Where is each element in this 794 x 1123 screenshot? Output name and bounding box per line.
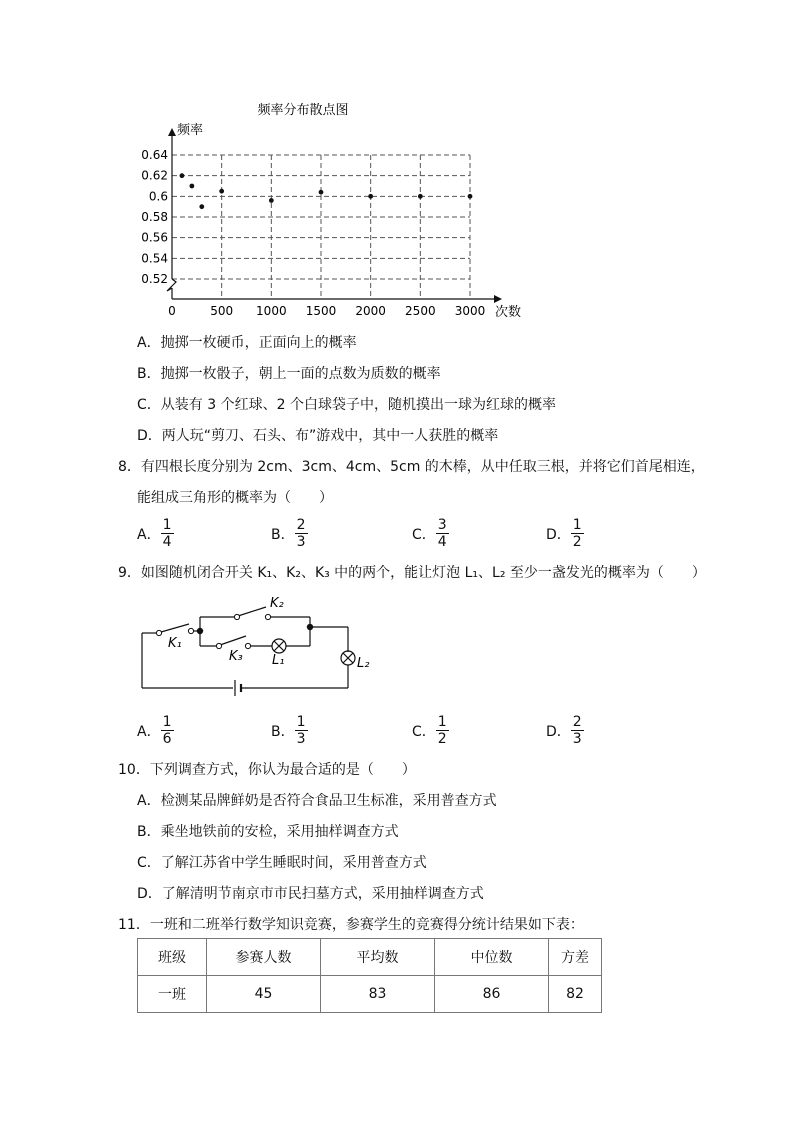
score-stats-table bbox=[137, 938, 602, 1013]
header-cell: 平均数 bbox=[321, 939, 435, 976]
chart-title: 频率分布散点图 bbox=[257, 103, 349, 118]
q9-stem: 9．如图随机闭合开关 K₁、K₂、K₃ 中的两个，能让灯泡 L₁、L₂ 至少一盏发光的概率为（ ） bbox=[118, 565, 706, 581]
fraction bbox=[295, 517, 308, 550]
q9-option-a bbox=[137, 714, 174, 747]
y-axis-label: 频率 bbox=[177, 123, 204, 138]
option-label: D． bbox=[546, 723, 571, 740]
q10-stem: 10．下列调查方式，你认为最合适的是（ ） bbox=[118, 762, 416, 778]
numerator: 3 bbox=[437, 517, 447, 533]
y-tick-label: 0.54 bbox=[141, 251, 168, 266]
fraction bbox=[436, 714, 449, 747]
data-point bbox=[418, 194, 423, 199]
q10-option-b: B．乘坐地铁前的安检，采用抽样调查方式 bbox=[137, 824, 399, 840]
y-tick-label: 0.58 bbox=[141, 210, 168, 224]
option-label: A． bbox=[137, 723, 161, 740]
numerator: 1 bbox=[296, 714, 306, 730]
frequency-scatter-chart bbox=[0, 0, 794, 330]
data-point bbox=[368, 194, 373, 199]
header-cell: 参赛人数 bbox=[207, 939, 321, 976]
x-axis-arrow bbox=[494, 295, 502, 303]
fraction bbox=[571, 517, 584, 550]
y-tick-label: 0.6 bbox=[148, 189, 168, 204]
q8-option-d bbox=[546, 517, 584, 550]
option-label: D． bbox=[546, 526, 571, 543]
denominator: 3 bbox=[296, 731, 306, 747]
data-point bbox=[269, 198, 274, 203]
option-label: A． bbox=[137, 526, 161, 543]
q11-stem: 11．一班和二班举行数学知识竞赛，参赛学生的竞赛得分统计结果如下表： bbox=[118, 917, 584, 933]
option-label: C． bbox=[412, 526, 436, 543]
table-cell: 45 bbox=[207, 976, 321, 1013]
denominator: 3 bbox=[296, 534, 306, 550]
data-point bbox=[199, 204, 204, 209]
x-axis-label: 次数 bbox=[495, 305, 522, 320]
table-cell: 82 bbox=[549, 976, 602, 1013]
y-axis-arrow bbox=[168, 128, 176, 136]
k1-label: K₁ bbox=[168, 636, 182, 651]
q7-option-b: B．抛掷一枚骰子，朝上一面的点数为质数的概率 bbox=[137, 366, 441, 382]
table-cell: 83 bbox=[321, 976, 435, 1013]
numerator: 2 bbox=[296, 517, 306, 533]
denominator: 4 bbox=[437, 534, 447, 550]
y-tick-label: 0.56 bbox=[141, 230, 168, 245]
numerator: 1 bbox=[437, 714, 447, 730]
option-label: C． bbox=[412, 723, 436, 740]
option-label: B． bbox=[271, 526, 295, 543]
denominator: 3 bbox=[572, 731, 582, 747]
data-point bbox=[189, 184, 194, 189]
q8-stem-line1: 8．有四根长度分别为 2cm、3cm、4cm、5cm 的木棒，从中任取三根，并将它们首尾相连， bbox=[118, 459, 705, 475]
x-tick-label: 3000 bbox=[454, 304, 486, 318]
table-header-row bbox=[138, 939, 602, 976]
fraction bbox=[436, 517, 449, 550]
x-tick-label: 2500 bbox=[405, 304, 436, 318]
numerator: 2 bbox=[572, 714, 582, 730]
k3-label: K₃ bbox=[229, 649, 243, 664]
data-point bbox=[319, 190, 324, 195]
x-tick-label: 2000 bbox=[355, 304, 386, 318]
fraction bbox=[161, 517, 174, 550]
q9-option-c bbox=[412, 714, 449, 747]
denominator: 2 bbox=[572, 534, 582, 550]
fraction bbox=[295, 714, 308, 747]
denominator: 6 bbox=[162, 731, 172, 747]
q10-option-c: C．了解江苏省中学生睡眠时间，采用普查方式 bbox=[137, 855, 427, 871]
q10-option-d: D．了解清明节南京市市民扫墓方式，采用抽样调查方式 bbox=[137, 886, 484, 902]
q9-option-b bbox=[271, 714, 308, 747]
q8-stem-line2: 能组成三角形的概率为（ ） bbox=[137, 490, 333, 506]
data-point bbox=[468, 194, 473, 199]
q7-option-d: D．两人玩“剪刀、石头、布”游戏中，其中一人获胜的概率 bbox=[137, 428, 499, 444]
table-cell: 一班 bbox=[138, 976, 207, 1013]
table-row bbox=[138, 976, 602, 1013]
x-tick-label: 0 bbox=[168, 304, 176, 318]
header-cell: 中位数 bbox=[435, 939, 549, 976]
q9-option-d bbox=[546, 714, 584, 747]
q7-option-a: A．抛掷一枚硬币，正面向上的概率 bbox=[137, 335, 357, 351]
data-point bbox=[180, 173, 185, 178]
y-tick-label: 0.52 bbox=[141, 272, 168, 286]
q8-option-b bbox=[271, 517, 308, 550]
header-cell: 班级 bbox=[138, 939, 207, 976]
q8-option-a bbox=[137, 517, 174, 550]
x-tick-label: 1500 bbox=[305, 304, 337, 318]
denominator: 2 bbox=[437, 731, 447, 747]
l2-label: L₂ bbox=[357, 656, 370, 671]
x-tick-label: 500 bbox=[210, 304, 234, 318]
x-tick-label: 1000 bbox=[256, 304, 287, 318]
k2-label: K₂ bbox=[270, 596, 284, 611]
q8-option-c bbox=[412, 517, 449, 550]
l1-label: L₁ bbox=[272, 653, 285, 668]
numerator: 1 bbox=[162, 517, 172, 533]
data-point bbox=[219, 189, 224, 194]
fraction bbox=[571, 714, 584, 747]
y-tick-label: 0.62 bbox=[141, 168, 168, 183]
q7-option-c: C．从装有 3 个红球、2 个白球袋子中，随机摸出一球为红球的概率 bbox=[137, 397, 556, 413]
numerator: 1 bbox=[572, 517, 582, 533]
q10-option-a: A．检测某品牌鲜奶是否符合食品卫生标准，采用普查方式 bbox=[137, 793, 497, 809]
y-tick-label: 0.64 bbox=[141, 148, 168, 162]
circuit-diagram bbox=[0, 590, 794, 700]
option-label: B． bbox=[271, 723, 295, 740]
numerator: 1 bbox=[162, 714, 172, 730]
header-cell: 方差 bbox=[549, 939, 602, 976]
denominator: 4 bbox=[162, 534, 172, 550]
fraction bbox=[161, 714, 174, 747]
table-cell: 86 bbox=[435, 976, 549, 1013]
